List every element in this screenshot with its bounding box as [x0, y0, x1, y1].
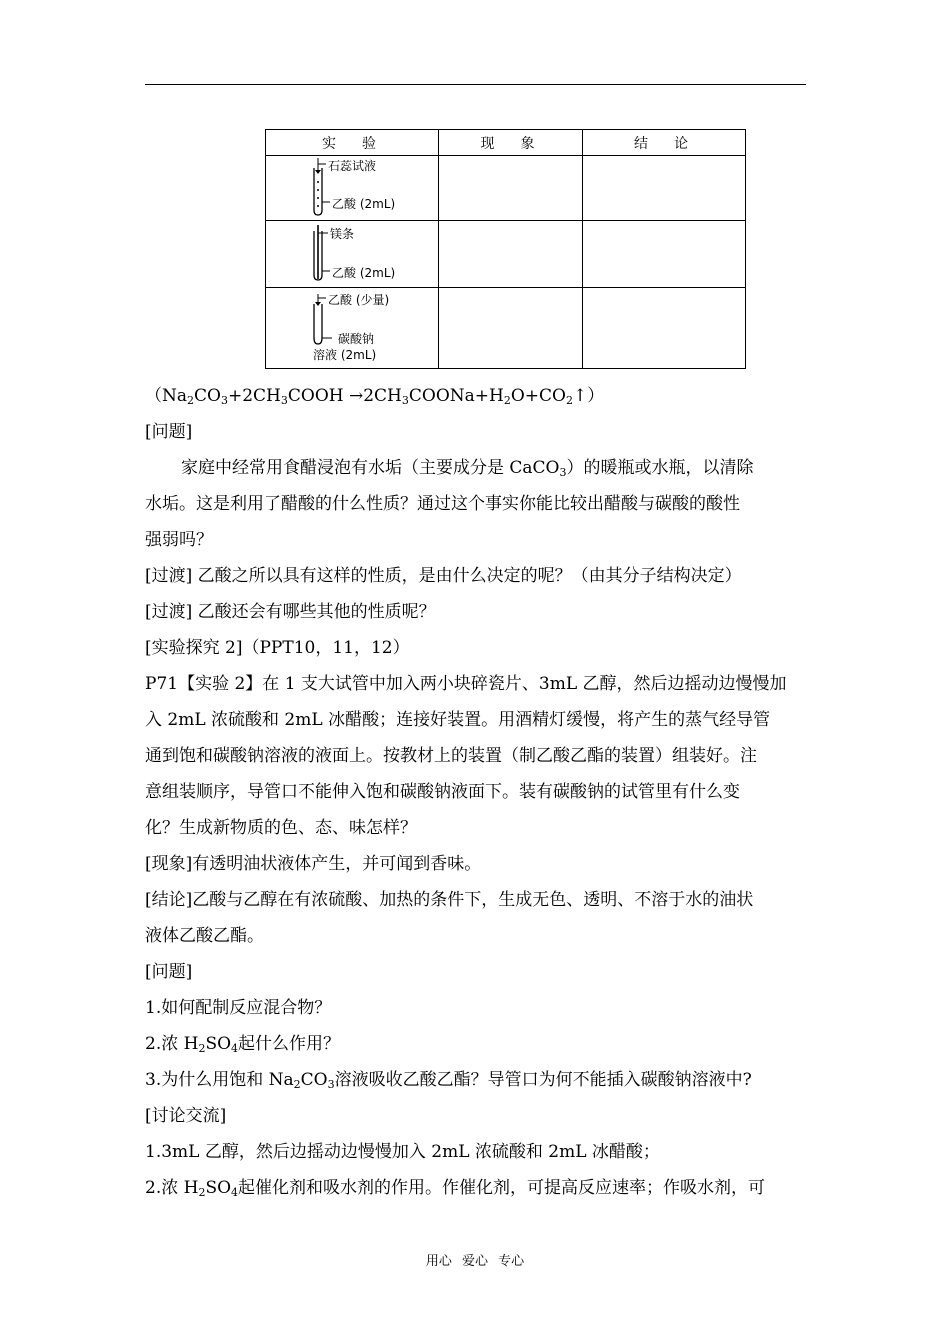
question-item: 3.为什么用饱和 $Na_2CO_3$溶液吸收乙酸乙酯？导管口为何不能插入碳酸钠溶液中? [145, 1070, 752, 1091]
conclusion-line: [结论]乙酸与乙醇在有浓硫酸、加热的条件下，生成无色、透明、不溶于水的油状 [145, 890, 754, 910]
reaction-equation: （$Na_2CO_3+2CH_3COOH$ $\to 2CH_3COONa+H_2O+CO_2↑$） [145, 386, 605, 407]
conclusion-line: 液体乙酸乙酯。 [145, 926, 264, 946]
label-acetic-acid-small: 乙酸 (少量) [328, 293, 390, 307]
phenomenon-cell [439, 221, 583, 288]
experiment-cell [266, 288, 439, 369]
transition-line: [过渡] 乙酸之所以具有这样的性质，是由什么决定的呢？（由其分子结构决定） [145, 566, 742, 586]
paragraph-line: 强弱吗？ [145, 530, 213, 550]
header-phenomenon: 现 象 [439, 130, 583, 156]
phenomenon-cell [439, 288, 583, 369]
table-row [266, 221, 746, 288]
header-conclusion: 结 论 [583, 130, 746, 156]
conclusion-cell [583, 221, 746, 288]
label-acetic-acid: 乙酸 (2mL) [332, 266, 396, 280]
label-sodium-carbonate: 碳酸钠 [338, 332, 375, 346]
transition-line: [过渡] 乙酸还会有哪些其他的性质呢？ [145, 602, 436, 622]
explore-label: [实验探究 2]（PPT10，11，12） [145, 638, 410, 658]
question-item: 2.浓 $H_2SO_4$起什么作用？ [145, 1034, 341, 1055]
question-label: [问题] [145, 422, 193, 442]
label-acetic-acid: 乙酸 (2mL) [332, 197, 396, 211]
paragraph-line: P71【实验 2】在 1 支大试管中加入两小块碎瓷片、3mL 乙醇，然后边摇动边慢慢加 [145, 674, 787, 694]
conclusion-cell [583, 288, 746, 369]
answer-item: 2.浓 $H_2SO_4$起催化剂和吸水剂的作用。作催化剂，可提高反应速率；作吸水剂，可 [145, 1178, 766, 1199]
page-footer: 用心 爱心 专心 [425, 1254, 525, 1269]
label-solution: 溶液 (2mL) [313, 348, 377, 362]
table-header-row [266, 130, 746, 156]
conclusion-cell [583, 156, 746, 221]
header-rule [145, 84, 806, 85]
paragraph-line: 家庭中经常用食醋浸泡有水垢（主要成分是 CaCO$_3$）的暖瓶或水瓶，以清除 [181, 458, 754, 479]
paragraph-line: 通到饱和碳酸钠溶液的液面上。按教材上的装置（制乙酸乙酯的装置）组装好。注 [145, 746, 757, 766]
discussion-label: [讨论交流] [145, 1106, 227, 1126]
table-row [266, 156, 746, 221]
paragraph-line: 化？生成新物质的色、态、味怎样？ [145, 818, 417, 838]
label-magnesium: 镁条 [330, 227, 355, 241]
phenomenon-cell [439, 156, 583, 221]
experiment-table [265, 129, 746, 369]
experiment-cell [266, 156, 439, 221]
question-item: 1.如何配制反应混合物？ [145, 998, 332, 1018]
question-label: [问题] [145, 962, 193, 982]
experiment-cell [266, 221, 439, 288]
paragraph-line: 意组装顺序，导管口不能伸入饱和碳酸钠液面下。装有碳酸钠的试管里有什么变 [145, 782, 740, 802]
table-row [266, 288, 746, 369]
paragraph-line: 水垢。这是利用了醋酸的什么性质？通过这个事实你能比较出醋酸与碳酸的酸性 [145, 494, 740, 514]
answer-item: 1.3mL 乙醇，然后边摇动边慢慢加入 2mL 浓硫酸和 2mL 冰醋酸； [145, 1142, 660, 1162]
header-experiment: 实 验 [266, 130, 439, 156]
paragraph-line: 入 2mL 浓硫酸和 2mL 冰醋酸；连接好装置。用酒精灯缓慢，将产生的蒸气经导管 [145, 710, 771, 730]
phenomenon-line: [现象]有透明油状液体产生，并可闻到香味。 [145, 854, 482, 874]
label-litmus: 石蕊试液 [328, 159, 377, 173]
